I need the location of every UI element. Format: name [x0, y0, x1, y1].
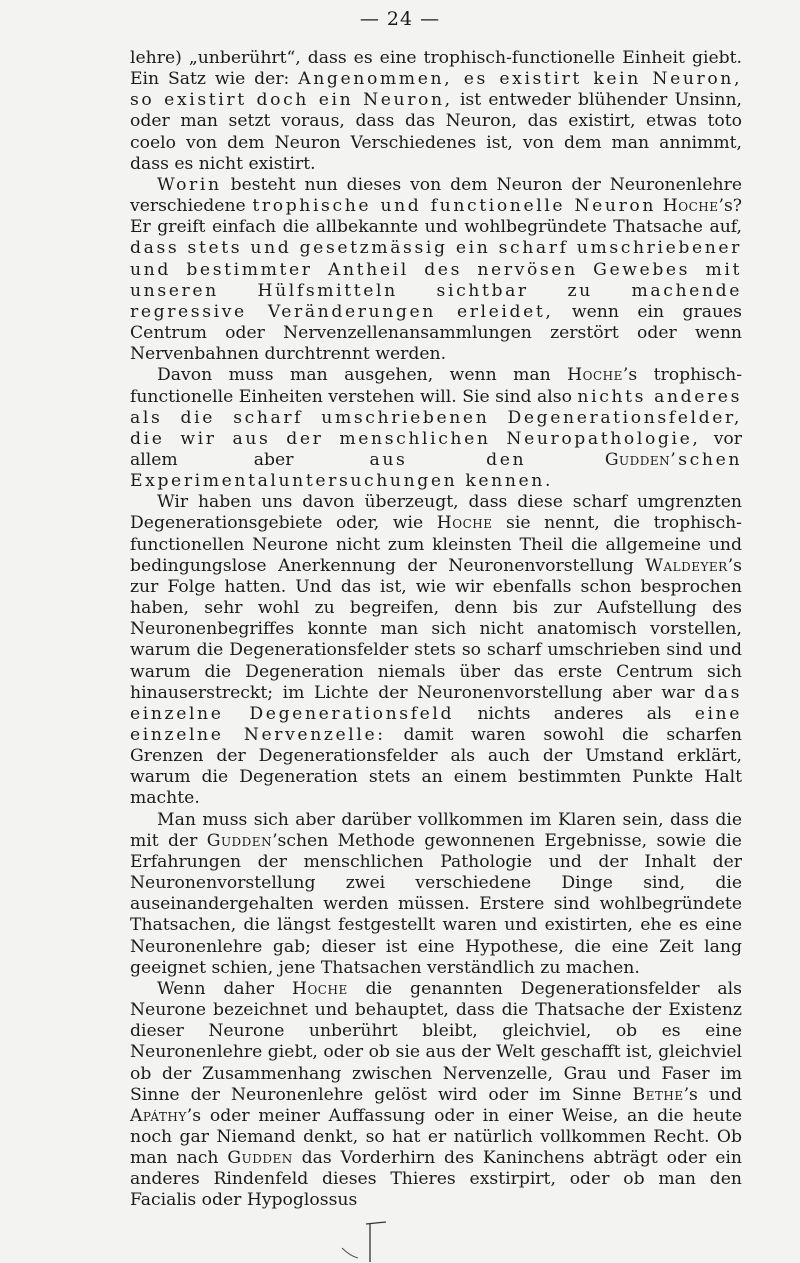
author-name: Gudden [206, 830, 273, 851]
author-name: Apáthy [130, 1105, 187, 1126]
text-run: ’s trophisch-functionelle Einheiten verstehen will. Sie sind also [130, 365, 742, 407]
paragraph [130, 365, 742, 492]
emphasis-spaced: nichts anderes als die scharf umschriebenen Degenerationsfelder, die wir aus der menschlichen Neuropathologie, [130, 386, 742, 449]
text-run: ’s zur Folge hatten. Und das ist, wie wir ebenfalls schon besprochen haben, sehr wohl zu begreifen, denn bis zur Aufstellung des Neuronenbegriffes konnte man sich nicht anatomisch vorstellen, warum die Degenerationsfelder stets so scharf umschrieben sind und warum die Degeneration niemals über das erste Centrum sich hinauserstreckt; im Lichte der Neuronenvorstellung aber war [130, 555, 742, 703]
text-run: lehre) „unberührt“, dass es eine trophisch-functionelle Einheit giebt. Ein Satz wie der: [130, 48, 742, 90]
paragraph [130, 492, 742, 809]
text-run: Man muss sich aber darüber vollkommen im Klaren sein, dass die mit der [130, 809, 742, 851]
printer-mark [340, 1220, 400, 1263]
emphasis-spaced: trophische und functionelle Neuron [252, 196, 657, 217]
paragraph [130, 810, 742, 979]
emphasis-spaced: ’schen Experimentaluntersuchungen kennen. [130, 449, 743, 492]
emphasis-spaced: dass stets und gesetzmässig ein scharf umschriebener und bestimmter Antheil des nervösen Gewebes mit unseren Hülfsmitteln sichtbar zu machende regressive Veränderungen erleidet, [130, 238, 742, 322]
text-run: wenn ein graues Centrum oder Nervenzellenansammlungen zerstört oder wenn Nervenbahnen durchtrennt werden. [130, 301, 742, 365]
emphasis-spaced: aus den [369, 449, 605, 470]
page-number: — 24 — [359, 8, 441, 30]
text-run: ’s und [683, 1084, 743, 1105]
emphasis-spaced: eine einzelne Nervenzelle: [130, 703, 742, 745]
text-run: vor allem aber [130, 428, 742, 470]
text-run: das Vorderhirn des Kaninchens abträgt oder ein anderes Rindenfeld dieses Thieres exstirpirt, oder ob man den Facialis oder Hypoglossus [130, 1148, 742, 1211]
text-run: die genannten Degenerationsfelder als Neurone bezeichnet und behauptet, dass die Thatsache der Existenz dieser Neurone unberührt bleibt, gleichviel, ob es eine Neuronenlehre giebt, oder ob sie aus der Welt geschafft ist, gleichviel ob der Zusammenhang zwischen Nervenzelle, Grau und Faser im Sinne der Neuronenlehre gelöst wird oder im Sinne [130, 978, 742, 1105]
text-run [656, 196, 663, 216]
author-name: Waldeyer [645, 555, 728, 576]
body-text [130, 48, 742, 1212]
author-name: Hoche [291, 978, 348, 999]
author-name: Hoche [567, 365, 623, 386]
emphasis-spaced: Angenommen, es existirt kein Neuron, [298, 69, 743, 90]
author-name: Hoche [662, 196, 719, 217]
text-run: damit waren sowohl die scharfen Grenzen der Degenerationsfelder als auch der Umstand erklärt, warum die Degeneration stets an einem bestimmten Punkte Halt machte. [130, 725, 743, 809]
text-run: nichts anderes als [454, 703, 695, 724]
emphasis-spaced: Worin [157, 174, 222, 195]
text-run: ’s? Er greift einfach die allbekannte und wohlbegründete Thatsache auf, [130, 196, 742, 238]
text-run: sie nennt, die trophisch-functionellen Neurone nicht zum kleinsten Theil die allgemeine und bedingungslose Anerkennung der Neuronenvorstellung [130, 513, 742, 576]
paragraph [130, 48, 742, 175]
author-name: Gudden [227, 1148, 293, 1169]
author-name: Hoche [436, 513, 493, 534]
text-run: Wenn daher [157, 978, 292, 999]
text-run: ’s oder meiner Auffassung oder in einer Weise, an die heute noch gar Niemand denkt, so hat er natürlich vollkommen Recht. Ob man nach [130, 1105, 742, 1169]
emphasis-spaced: so existirt doch ein Neuron, [130, 90, 453, 111]
text-run: ’schen Methode gewonnenen Ergebnisse, sowie die Erfahrungen der menschlichen Pathologie und der Inhalt der Neuronenvorstellung zwei verschiedene Dinge sind, die auseinandergehalten werden müssen. Erstere sind wohlbegründete Thatsachen, die längst festgestellt waren und existirten, ehe es eine Neuronenlehre gab; dieser ist eine Hypothese, die eine Zeit lang geeignet schien, jene Thatsachen verständlich zu machen. [130, 830, 742, 978]
emphasis-spaced: das einzelne Degenerationsfeld [130, 682, 742, 724]
text-run: Wir haben uns davon überzeugt, dass diese scharf umgrenzten Degenerationsgebiete oder, wie [130, 492, 742, 534]
text-run: ist entweder blühender Unsinn, oder man setzt voraus, dass das Neuron, das existirt, etwas toto coelo von dem Neuron Verschiedenes ist, von dem man annimmt, dass es nicht existirt. [130, 90, 742, 174]
paragraph [130, 175, 742, 365]
author-name: Gudden [604, 449, 671, 470]
text-run: besteht nun dieses von dem Neuron der Neuronenlehre verschiedene [130, 174, 742, 217]
text-run: Davon muss man ausgehen, wenn man [157, 365, 568, 386]
paragraph [130, 979, 742, 1212]
author-name: Bethe [632, 1084, 684, 1105]
